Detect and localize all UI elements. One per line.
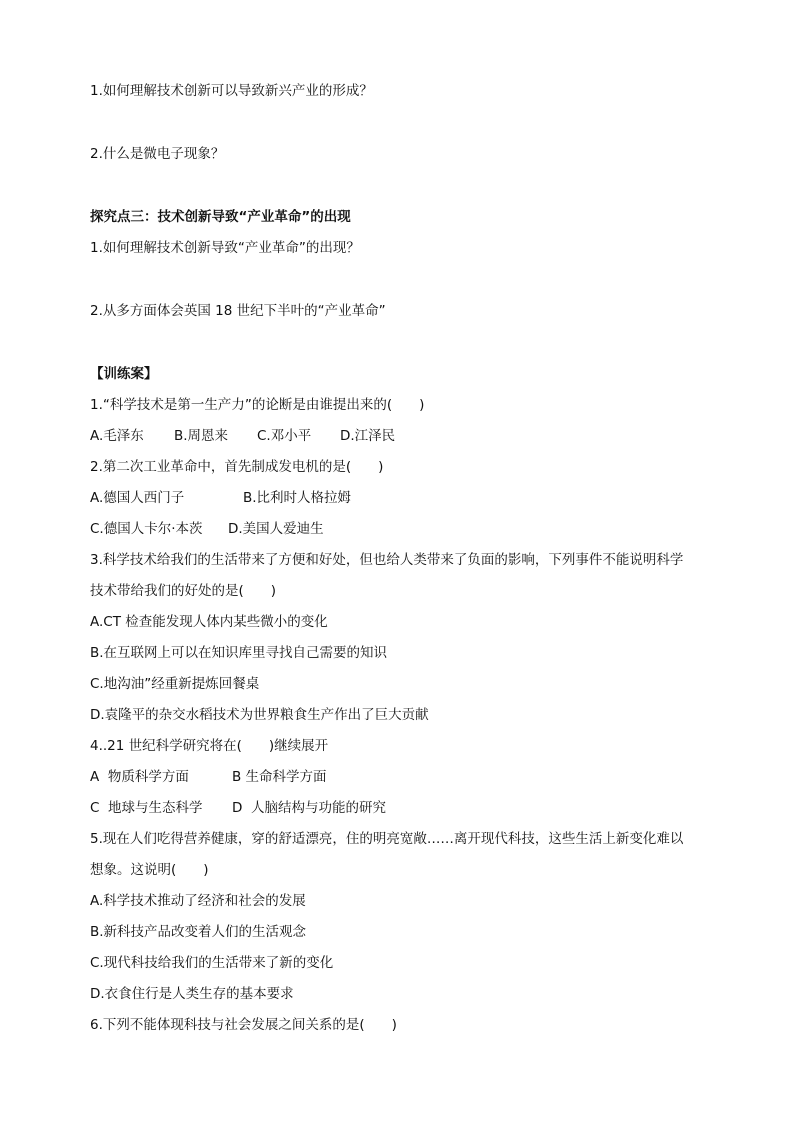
question-stem: 5.现在人们吃得营养健康，穿的舒适漂亮，住的明亮宽敞……离开现代科技，这些生活上新变化难以 [90, 831, 684, 847]
option: C.现代科技给我们的生活带来了新的变化 [90, 955, 334, 971]
option: A.毛泽东 [90, 428, 144, 444]
option: D 人脑结构与功能的研究 [232, 800, 386, 816]
option: C.邓小平 [257, 428, 312, 444]
option: B.比利时人格拉姆 [243, 490, 352, 506]
option: A.科学技术推动了经济和社会的发展 [90, 893, 306, 909]
option: B.在互联网上可以在知识库里寻找自己需要的知识 [90, 645, 388, 661]
question-stem-continued: 技术带给我们的好处的是( ) [90, 583, 277, 599]
option: B 生命科学方面 [232, 769, 327, 785]
question-stem: 4..21 世纪科学研究将在( )继续展开 [90, 738, 329, 754]
explore3-heading: 探究点三：技术创新导致“产业革命”的出现 [90, 209, 351, 225]
explore2-question-2: 2.什么是微电子现象？ [90, 146, 225, 162]
option: C.地沟油”经重新提炼回餐桌 [90, 676, 260, 692]
explore3-question-1: 1.如何理解技术创新导致“产业革命”的出现？ [90, 240, 360, 256]
option: C.德国人卡尔·本茨 [90, 521, 203, 537]
question-stem: 1.“科学技术是第一生产力”的论断是由谁提出来的( ) [90, 397, 425, 413]
option: D.袁隆平的杂交水稻技术为世界粮食生产作出了巨大贡献 [90, 707, 429, 723]
question-stem: 6.下列不能体现科技与社会发展之间关系的是( ) [90, 1017, 397, 1033]
option: B.周恩来 [174, 428, 229, 444]
explore2-question-1: 1.如何理解技术创新可以导致新兴产业的形成？ [90, 83, 373, 99]
question-stem-continued: 想象。这说明( ) [90, 862, 209, 878]
training-heading: 【训练案】 [90, 366, 158, 382]
option: A.CT 检查能发现人体内某些微小的变化 [90, 614, 328, 630]
option: D.美国人爱迪生 [228, 521, 324, 537]
option: C 地球与生态科学 [90, 800, 203, 816]
option: A 物质科学方面 [90, 769, 189, 785]
option: B.新科技产品改变着人们的生活观念 [90, 924, 307, 940]
explore3-question-2: 2.从多方面体会英国 18 世纪下半叶的“产业革命” [90, 303, 386, 319]
question-stem: 3.科学技术给我们的生活带来了方便和好处，但也给人类带来了负面的影响，下列事件不能说明科学 [90, 552, 684, 568]
question-stem: 2.第二次工业革命中，首先制成发电机的是( ) [90, 459, 384, 475]
option: D.江泽民 [340, 428, 396, 444]
option: A.德国人西门子 [90, 490, 185, 506]
option: D.衣食住行是人类生存的基本要求 [90, 986, 294, 1002]
